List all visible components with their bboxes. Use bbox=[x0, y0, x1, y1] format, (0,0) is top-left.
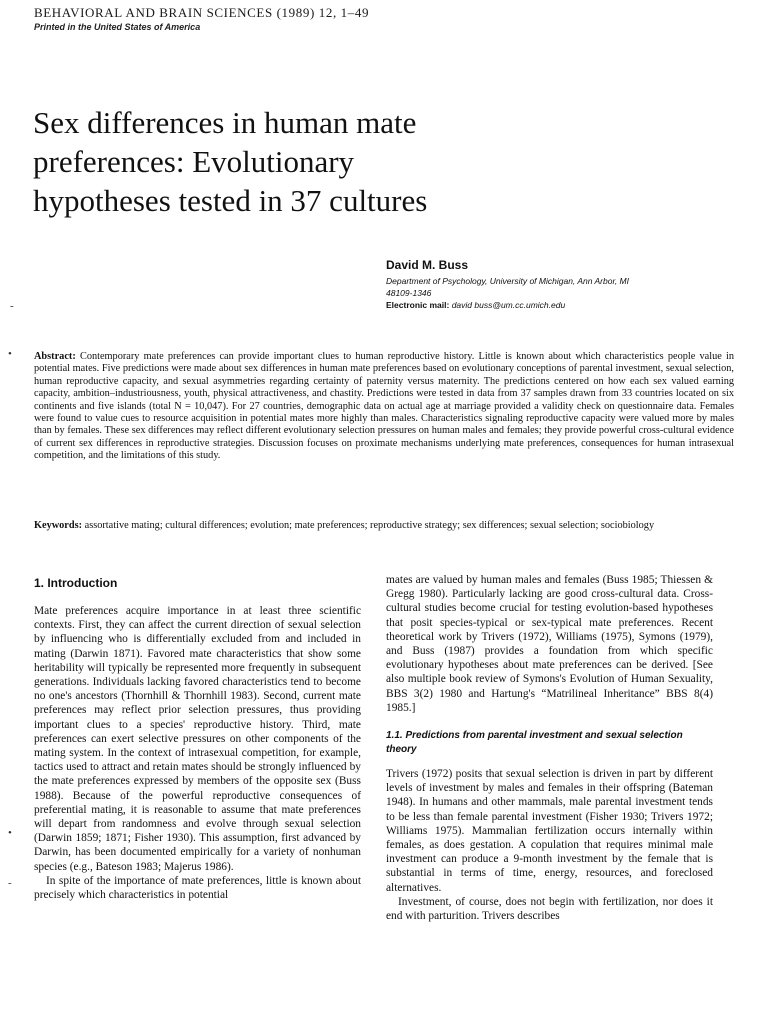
abstract-label: Abstract: bbox=[34, 351, 76, 362]
email-label: Electronic mail: bbox=[386, 300, 450, 310]
author-block bbox=[386, 258, 746, 312]
abstract-text: Contemporary mate preferences can provide important clues to human reproductive history. Little is known about which characteristics people value in potential mates. Five predictions were made about sex differences in human mate preferences based on evolutionary conceptions of parental investment, sexual selection, human reproductive capacity, and sexual asymmetries regarding certainty of paternity versus maternity. The predictions centered on how each sex valued earning capacity, ambition–industriousness, youth, physical attractiveness, and chastity. Predictions were tested in data from 37 samples drawn from 33 countries located on six continents and five islands (total N = 10,047). For 27 countries, demographic data on actual age at marriage provided a validity check on questionnaire data. Females were found to value cues to resource acquisition in potential mates more highly than males. Characteristics signaling reproductive capacity were valued more by males than by females. These sex differences may reflect different evolutionary selection pressures on human males and females; they provide powerful cross-cultural evidence of current sex differences in reproductive strategies. Discussion focuses on proximate mechanisms underlying mate preferences, consequences for human intrasexual competition, and the limitations of this study. bbox=[34, 351, 735, 462]
subsection-heading-predictions: 1.1. Predictions from parental investment and sexual selection theory bbox=[386, 730, 683, 756]
author-email bbox=[386, 299, 746, 312]
journal-header: BEHAVIORAL AND BRAIN SCIENCES (1989) 12, 1–49 bbox=[34, 5, 370, 20]
intro-paragraph-1: Mate preferences acquire importance in at least three scientific contexts. First, they can affect the current direction of sexual selection by influencing who is differentially excluded from and included in mating (Darwin 1871). Favored mate characteristics that show some heritability will typically be represented more frequently in subsequent generations. Individuals lacking favored characteristics tend to become no one's ancestors (Thornhill & Thornhill 1983). Second, current mate preferences may reflect prior selection pressures, thus providing important clues to a species' reproductive history. Third, mate preferences can exert selective pressures on other components of the mating system. In the context of intrasexual competition, for example, tactics used to attract and retain mates should be strongly influenced by the mate preferences expressed by members of the opposite sex (Buss 1988). Because of the powerful reproductive consequences of preferential mating, it is reasonable to assume that mate preferences will depart from randomness and evolve through sexual selection (Darwin 1859; 1871; Fisher 1930). This assumption, first advanced by Darwin, has been documented empirically for a variety of nonhuman species (e.g., Bateson 1983; Majerus 1986). bbox=[34, 605, 361, 873]
intro-paragraph-3: mates are valued by human males and females (Buss 1985; Thiessen & Gregg 1980). Particularly lacking are good cross-cultural data. Cross-cultural studies become crucial for testing evolution-based hypotheses that posit species-typical or sex-typical mate preferences. Recent theoretical work by Trivers (1972), Williams (1975), Symons (1979), and Buss (1987) provides a foundation from which specific evolutionary hypotheses about mate preferences can be derived. [See also multiple book review of Symons's Evolution of Human Sexuality, BBS 3(2) 1980 and Hartung's “Matrilineal Inheritance” BBS 8(4) 1985.] bbox=[386, 574, 713, 714]
left-column bbox=[34, 573, 361, 902]
title-line: Sex differences in human mate bbox=[33, 105, 417, 140]
title-line: hypotheses tested in 37 cultures bbox=[33, 183, 428, 218]
keywords bbox=[34, 520, 734, 532]
keywords-label: Keywords: bbox=[34, 520, 83, 531]
author-affiliation: Department of Psychology, University of Michigan, Ann Arbor, MI bbox=[386, 276, 629, 286]
predictions-paragraph-1: Trivers (1972) posits that sexual selection is driven in part by different levels of investment by males and females in their offspring (Bateman 1948). In humans and other mammals, male parental investment tends to be less than female parental investment (Fisher 1930; Trivers 1972; Williams 1975). Mammalian fertilization occurs internally within females, as does gestation. A copulation that requires minimal male investment can produce a 9-month investment by the female that is substantial in terms of time, energy, resources, and foreclosed alternatives. bbox=[386, 768, 713, 894]
predictions-paragraph-2: Investment, of course, does not begin with fertilization, nor does it end with parturition. Trivers describes bbox=[386, 895, 713, 923]
abstract bbox=[34, 351, 734, 463]
email-address[interactable]: david buss@um.cc.umich.edu bbox=[451, 300, 566, 310]
author-name: David M. Buss bbox=[386, 258, 469, 272]
right-column bbox=[386, 573, 713, 923]
intro-paragraph-2: In spite of the importance of mate preferences, little is known about precisely which characteristics in potential bbox=[34, 874, 361, 902]
author-affiliation-zip: 48109-1346 bbox=[386, 288, 432, 298]
margin-mark: - bbox=[10, 300, 14, 312]
section-heading-introduction: 1. Introduction bbox=[34, 576, 118, 590]
paper-title bbox=[33, 103, 593, 220]
margin-mark: • bbox=[8, 827, 12, 839]
margin-mark: - bbox=[8, 877, 12, 889]
keywords-text: assortative mating; cultural differences; evolution; mate preferences; reproductive strategy; sex differences; sexual selection; sociobiology bbox=[84, 520, 655, 531]
title-line: preferences: Evolutionary bbox=[33, 144, 355, 179]
margin-mark: • bbox=[8, 348, 12, 360]
printed-notice: Printed in the United States of America bbox=[34, 22, 201, 32]
